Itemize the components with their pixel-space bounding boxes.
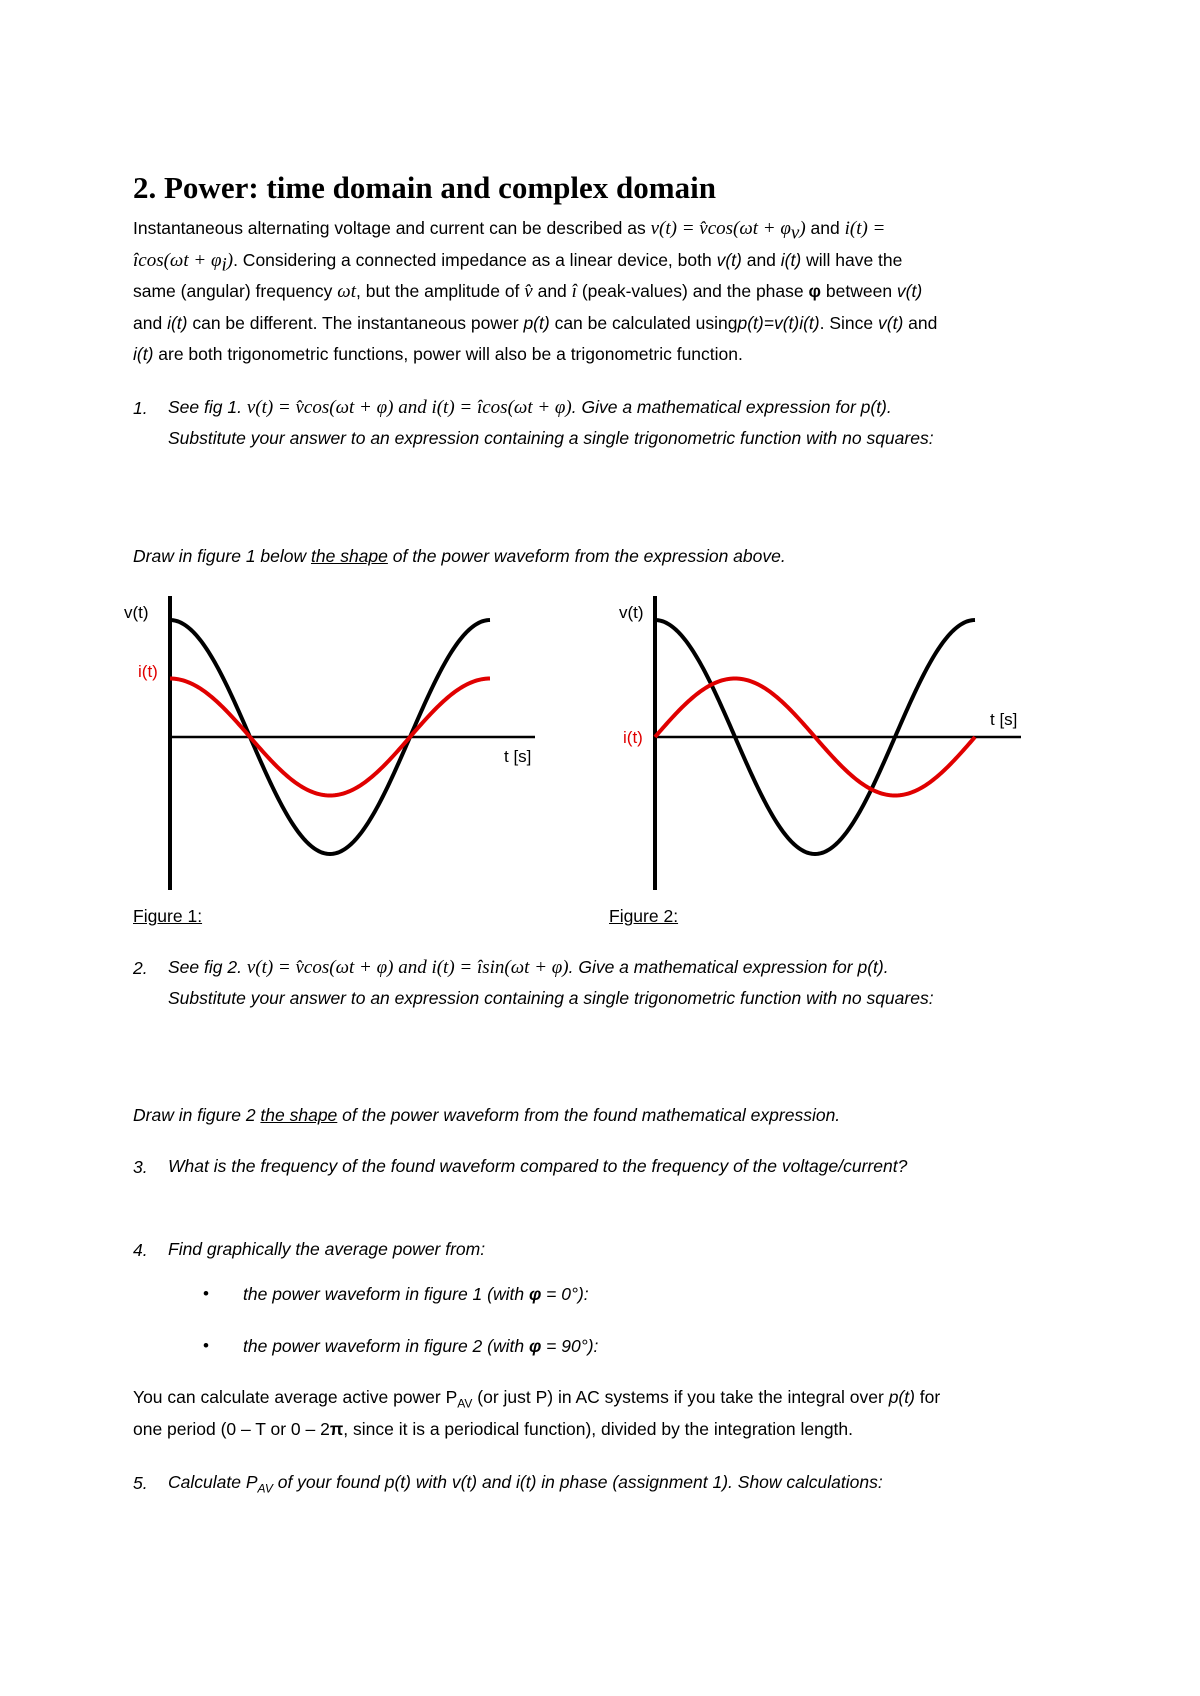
q4-number: 4. xyxy=(133,1240,148,1260)
q2-text: See fig 2. v(t) = v̂cos(ωt + φ) and i(t) = îsin(ωt + φ). Give a mathematical expression for p(t). Substitute your answer to an expression containing a single trigonometric function with no squares: xyxy=(168,957,934,1008)
figure-1-chart xyxy=(120,590,540,900)
q3-number: 3. xyxy=(133,1157,148,1177)
q1-text: See fig 1. v(t) = v̂cos(ωt + φ) and i(t) = îcos(ωt + φ). Give a mathematical expression for p(t). Substitute your answer to an expression containing a single trigonometric function with no squares: xyxy=(168,397,934,448)
draw2-instruction: Draw in figure 2 the shape of the power waveform from the found mathematical expression. xyxy=(133,1105,841,1125)
page-title: 2. Power: time domain and complex domain xyxy=(133,170,716,205)
q3-text: What is the frequency of the found waveform compared to the frequency of the voltage/current? xyxy=(168,1156,908,1176)
q4-text: Find graphically the average power from: xyxy=(168,1239,486,1259)
intro-paragraph xyxy=(133,213,1093,371)
fig1-i-label: i(t) xyxy=(138,662,158,681)
q5-text: Calculate $P_{AV}$ of your found p(t) with v(t) and i(t) in phase (assignment 1). Show calculations: xyxy=(168,1472,883,1496)
intro-line-5: i(t) are both trigonometric functions, power will also be a trigonometric function. xyxy=(133,344,743,364)
draw1-instruction: Draw in figure 1 below the shape of the power waveform from the expression above. xyxy=(133,546,786,566)
fig2-v-label: v(t) xyxy=(619,603,644,622)
q4-bullet-2: the power waveform in figure 2 (with φ = 90°): xyxy=(243,1336,599,1356)
figure-2-chart xyxy=(605,590,1025,900)
intro-line-3: same (angular) frequency ωt, but the amplitude of v̂ and î (peak-values) and the phase φ between v(t) xyxy=(133,281,923,302)
fig1-t-label: t [s] xyxy=(504,747,532,766)
fig1-v-label: v(t) xyxy=(124,603,149,622)
pav-paragraph: You can calculate average active power $P_{AV}$ (or just P) in AC systems if you take the integral over p(t) for one period (0 – T or 0 – 2π, since it is a periodical function), divided by the integration length. xyxy=(133,1387,941,1439)
fig2-t-label: t [s] xyxy=(990,710,1018,729)
q5-number: 5. xyxy=(133,1473,148,1493)
intro-line-4: and i(t) can be different. The instantaneous power p(t) can be calculated usingp(t)=v(t)i(t). Since v(t) and xyxy=(133,312,938,333)
q1-number: 1. xyxy=(133,398,148,418)
intro-line-2: îcos(ωt + $\varphi_i$). Considering a connected impedance as a linear device, both v(t) and i(t) will have the xyxy=(133,249,903,275)
q4-bullet-1: the power waveform in figure 1 (with φ = 0°): xyxy=(243,1284,589,1304)
figure-1-caption: Figure 1: xyxy=(133,906,203,926)
q4-bullet-2-marker: • xyxy=(203,1336,209,1355)
intro-line-1: Instantaneous alternating voltage and current can be described as v(t) = v̂cos(ωt + $\varphi_v$) and i(t) = xyxy=(133,218,886,244)
figure-2-caption: Figure 2: xyxy=(609,906,679,926)
q2-number: 2. xyxy=(133,958,148,978)
q4-bullet-1-marker: • xyxy=(203,1284,209,1303)
fig2-i-label: i(t) xyxy=(623,728,643,747)
